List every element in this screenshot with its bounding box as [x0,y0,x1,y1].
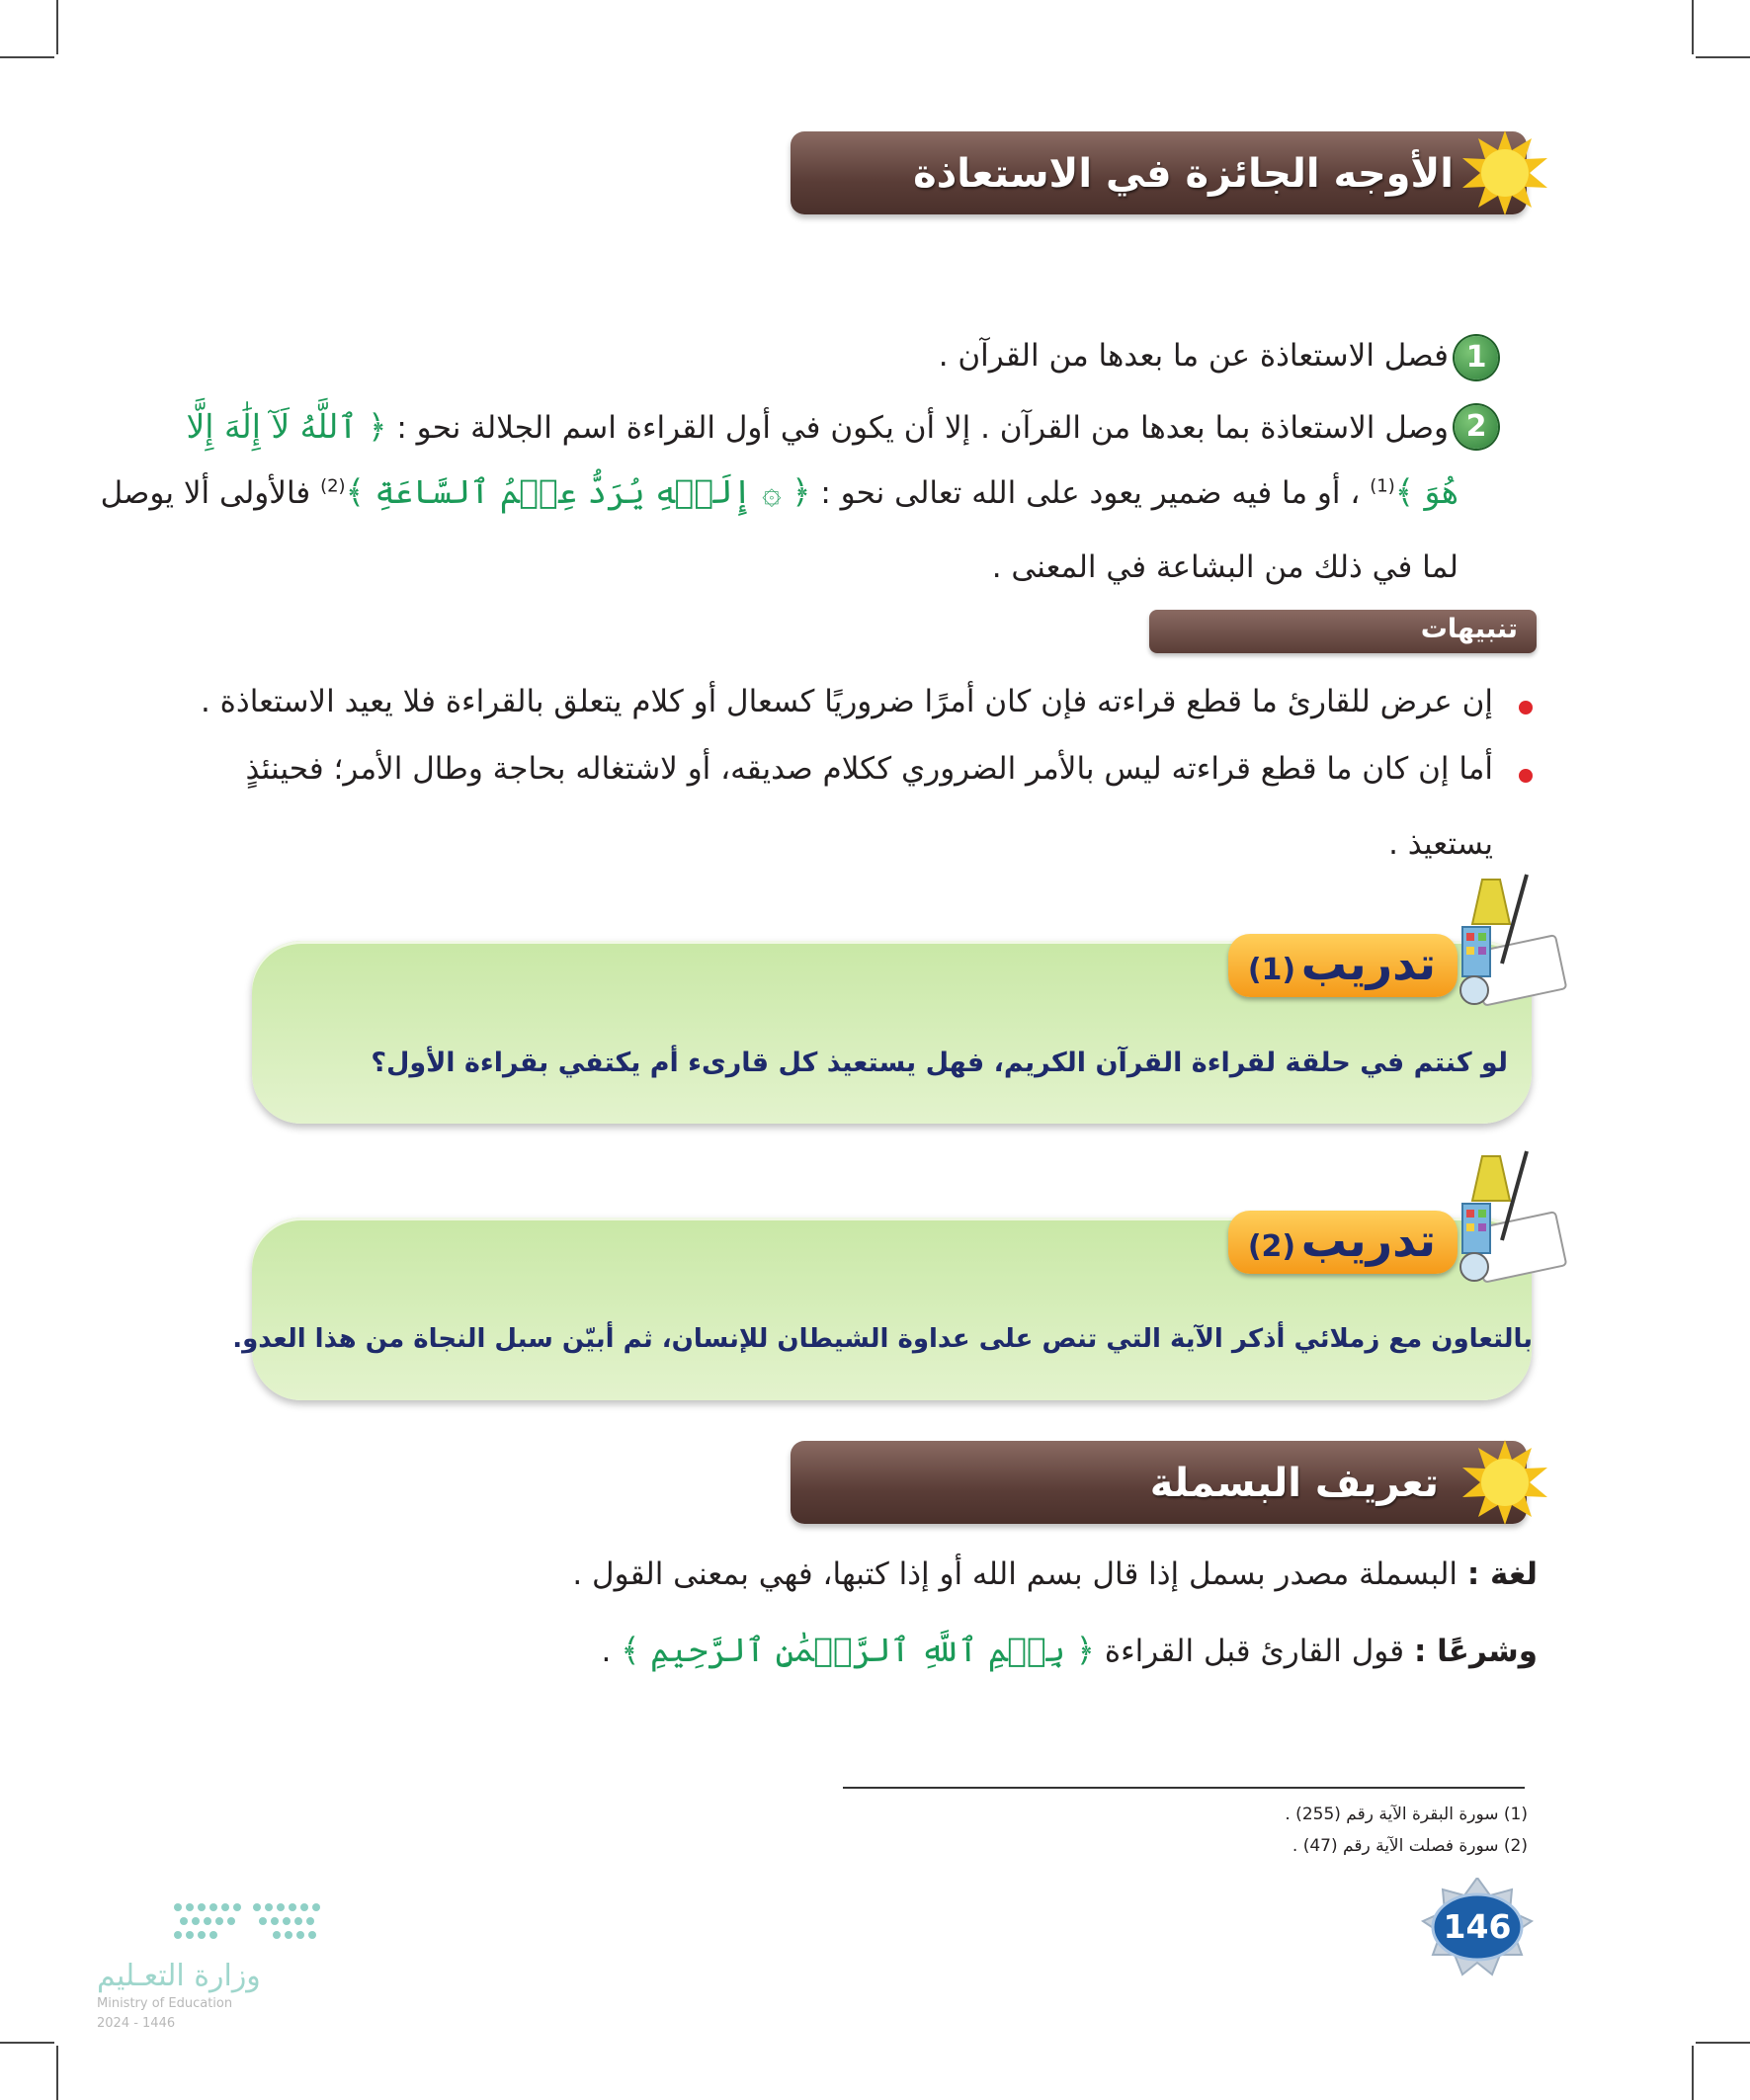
item-text: ، أو ما فيه ضمير يعود على الله تعالى نحو : [820,475,1361,511]
exercise-label-text: تدريب [1300,1214,1436,1267]
definition-legal [602,1631,1538,1669]
definition-linguistic [572,1556,1538,1592]
exercise-number: (1) [1247,953,1296,987]
crop-mark [56,0,58,54]
quran-verse: ﴿ بِسۡمِ ٱللَّهِ ٱلرَّحۡمَٰنِ ٱلرَّحِيمِ ﴾ [621,1631,1095,1669]
crop-mark [1692,2046,1694,2100]
exercise-label [1248,1214,1436,1267]
definition-text: البسملة مصدر بسمل إذا قال بسم الله أو إذا كتبها، فهي بمعنى القول . [572,1556,1458,1592]
sun-icon [1460,1438,1549,1527]
note-bullet: إن عرض للقارئ ما قطع قراءته فإن كان أمرًا ضروريًا كسعال أو كلام يتعلق بالقراءة فلا يعيد الاستعاذة . [200,684,1493,719]
item-text: وصل الاستعاذة بما بعدها من القرآن . إلا أن يكون في أول القراءة اسم الجلالة نحو : [396,410,1449,446]
item-number-badge: 2 [1455,405,1498,449]
sun-icon [1460,128,1549,217]
section-title: تعريف البسملة [1149,1461,1439,1506]
item-text-line [101,472,1458,511]
item-text: فالأولى ألا يوصل [100,475,311,511]
ministry-logo-icon [168,1897,326,1957]
crop-mark [1692,0,1694,54]
footnote: (2) سورة فصلت الآية رقم (47) . [1292,1836,1528,1856]
writing-tools-icon [1423,1146,1571,1295]
crop-mark [56,2046,58,2100]
footnote-divider [843,1787,1525,1789]
notes-title: تنبيهات [1420,614,1518,644]
footnote-ref: (1) [1370,475,1395,497]
definition-end: . [601,1634,612,1669]
footnote-ref: (2) [320,475,346,497]
item-number-badge: 1 [1455,336,1498,379]
item-text-line [186,407,1449,446]
definition-label: لغة : [1466,1556,1538,1592]
quran-verse: هُوَ ﴾ [1394,472,1458,511]
crop-mark [0,56,54,58]
item-text: فصل الاستعاذة عن ما بعدها من القرآن . [938,338,1449,374]
bullet-dot [1519,769,1533,783]
page-number: 146 [1443,1907,1512,1946]
ministry-year: 2024 - 1446 [97,2016,176,2031]
ministry-name-english: Ministry of Education [97,1996,233,2011]
exercise-label-text: تدريب [1300,937,1436,990]
quran-verse: ﴿ ۞ إِلَيۡهِ يُرَدُّ عِلۡمُ ٱلسَّاعَةِ ﴾ [345,472,811,511]
item-text: لما في ذلك من البشاعة في المعنى . [991,549,1458,585]
exercise-label [1248,937,1436,990]
exercise-question: لو كنتم في حلقة لقراءة القرآن الكريم، فهل يستعيذ كل قارىء أم يكتفي بقراءة الأول؟ [371,1048,1508,1078]
exercise-number: (2) [1247,1229,1296,1264]
definition-label: وشرعًا : [1413,1634,1538,1669]
crop-mark [0,2042,54,2044]
note-bullet: أما إن كان ما قطع قراءته ليس بالأمر الضروري ككلام صديقه، أو لاشتغاله بحاجة وطال الأمر؛ فحينئذٍ [245,751,1493,787]
definition-text: قول القارئ قبل القراءة [1104,1634,1405,1669]
crop-mark [1696,56,1750,58]
exercise-question: بالتعاون مع زملائي أذكر الآية التي تنص على عداوة الشيطان للإنسان، ثم أبيّن سبل النجاة من هذا العدو. [232,1324,1533,1354]
ministry-name-arabic: وزارة التعـليم [97,1959,261,1993]
writing-tools-icon [1423,870,1571,1018]
footnote: (1) سورة البقرة الآية رقم (255) . [1285,1805,1528,1824]
note-bullet-continuation: يستعيذ . [1388,826,1493,862]
quran-verse: ﴿ ٱللَّهُ لَآ إِلَٰهَ إِلَّا [186,407,387,446]
section-title: الأوجه الجائزة في الاستعاذة [913,151,1454,197]
crop-mark [1696,2042,1750,2044]
bullet-dot [1519,701,1533,714]
